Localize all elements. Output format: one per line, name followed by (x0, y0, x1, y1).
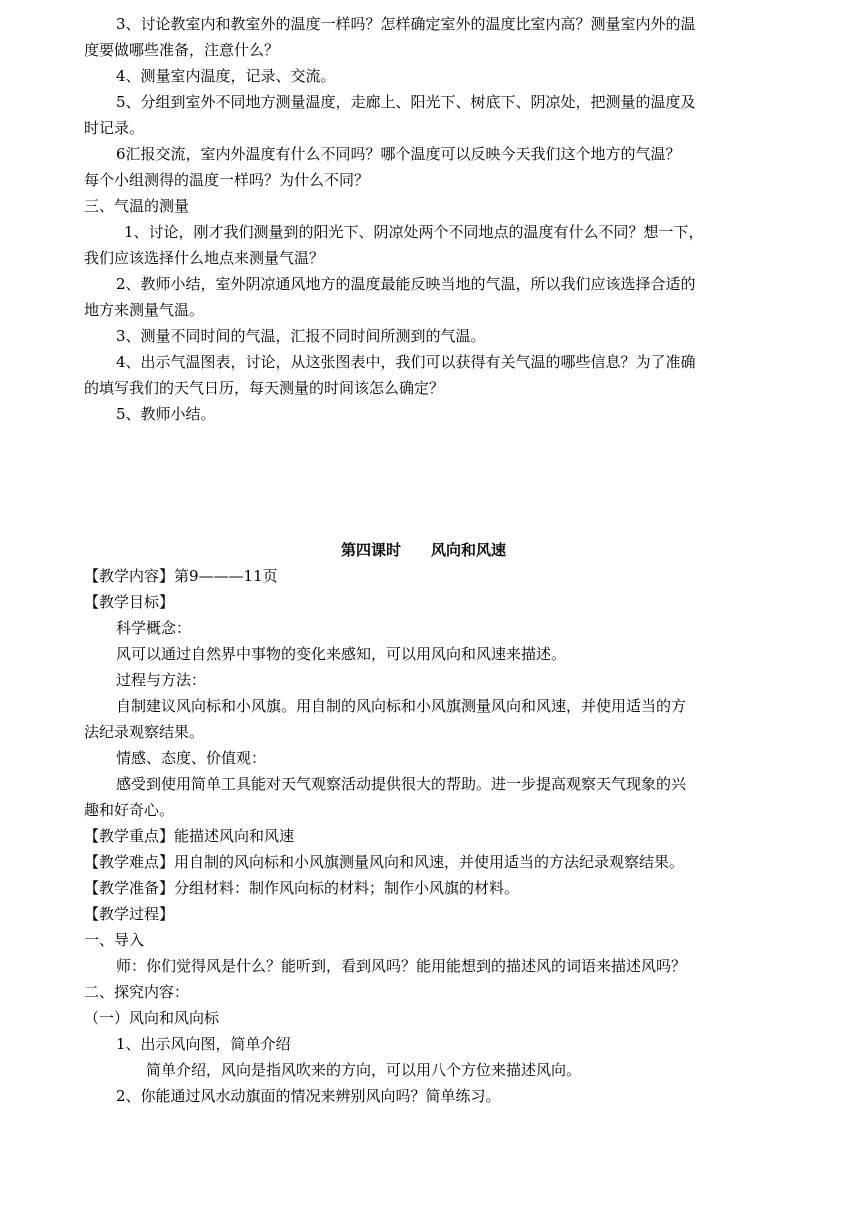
text-line: 科学概念： (116, 619, 192, 637)
text-line: 【教学目标】 (84, 593, 175, 611)
text-line: 度要做哪些准备，注意什么？ (84, 41, 280, 59)
text-line: 地方来测量气温。 (84, 301, 205, 319)
text-line: 趣和好奇心。 (84, 801, 175, 819)
text-line: 3、测量不同时间的气温，汇报不同时间所测到的气温。 (116, 327, 486, 345)
text-line: 5、分组到室外不同地方测量温度，走廊上、阳光下、树底下、阴凉处，把测量的温度及 (116, 93, 696, 111)
text-line: 5、教师小结。 (116, 405, 216, 423)
subsection-heading: （一）风向和风向标 (84, 1009, 220, 1027)
text-line: 1、出示风向图，简单介绍 (116, 1035, 291, 1053)
text-line: 风可以通过自然界中事物的变化来感知，可以用风向和风速来描述。 (116, 645, 567, 663)
text-line: 【教学内容】第9———11页 (84, 567, 278, 585)
text-line: 感受到使用简单工具能对天气观察活动提供很大的帮助。进一步提高观察天气现象的兴 (116, 775, 687, 793)
text-line: 【教学准备】分组材料：制作风向标的材料；制作小风旗的材料。 (84, 879, 520, 897)
text-line: 每个小组测得的温度一样吗？为什么不同？ (84, 171, 370, 189)
text-line: 【教学难点】用自制的风向标和小风旗测量风向和风速，并使用适当的方法纪录观察结果。 (84, 853, 685, 871)
text-line: 情感、态度、价值观： (116, 749, 267, 767)
section-heading: 一、导入 (84, 931, 145, 949)
text-line: 4、出示气温图表，讨论，从这张图表中，我们可以获得有关气温的哪些信息？为了准确 (116, 353, 696, 371)
text-line: 【教学重点】能描述风向和风速 (84, 827, 295, 845)
text-line: 我们应该选择什么地点来测量气温？ (84, 249, 325, 267)
text-line: 过程与方法： (116, 671, 207, 689)
text-line: 简单介绍，风向是指风吹来的方向，可以用八个方位来描述风向。 (146, 1061, 582, 1079)
text-line: 时记录。 (84, 119, 145, 137)
text-line: 2、教师小结，室外阴凉通风地方的温度最能反映当地的气温，所以我们应该选择合适的 (116, 275, 696, 293)
text-line: 法纪录观察结果。 (84, 723, 205, 741)
text-line: 4、测量室内温度，记录、交流。 (116, 67, 336, 85)
section-heading: 三、气温的测量 (84, 197, 190, 215)
text-line: 3、讨论教室内和教室外的温度一样吗？怎样确定室外的温度比室内高？测量室内外的温 (116, 15, 696, 33)
text-line: 自制建议风向标和小风旗。用自制的风向标和小风旗测量风向和风速，并使用适当的方 (116, 697, 687, 715)
text-line: 1、讨论，刚才我们测量到的阳光下、阴凉处两个不同地点的温度有什么不同？想一下， (124, 223, 704, 241)
section-heading: 二、探究内容： (84, 983, 190, 1001)
text-line: 6汇报交流，室内外温度有什么不同吗？哪个温度可以反映今天我们这个地方的气温？ (116, 145, 681, 163)
lesson-title: 第四课时 风向和风速 (341, 541, 507, 559)
text-line: 师：你们觉得风是什么？能听到，看到风吗？能用能想到的描述风的词语来描述风吗？ (116, 957, 687, 975)
text-line: 的填写我们的天气日历，每天测量的时间该怎么确定？ (84, 379, 445, 397)
text-line: 【教学过程】 (84, 905, 175, 923)
text-line: 2、你能通过风水动旗面的情况来辨别风向吗？简单练习。 (116, 1087, 501, 1105)
